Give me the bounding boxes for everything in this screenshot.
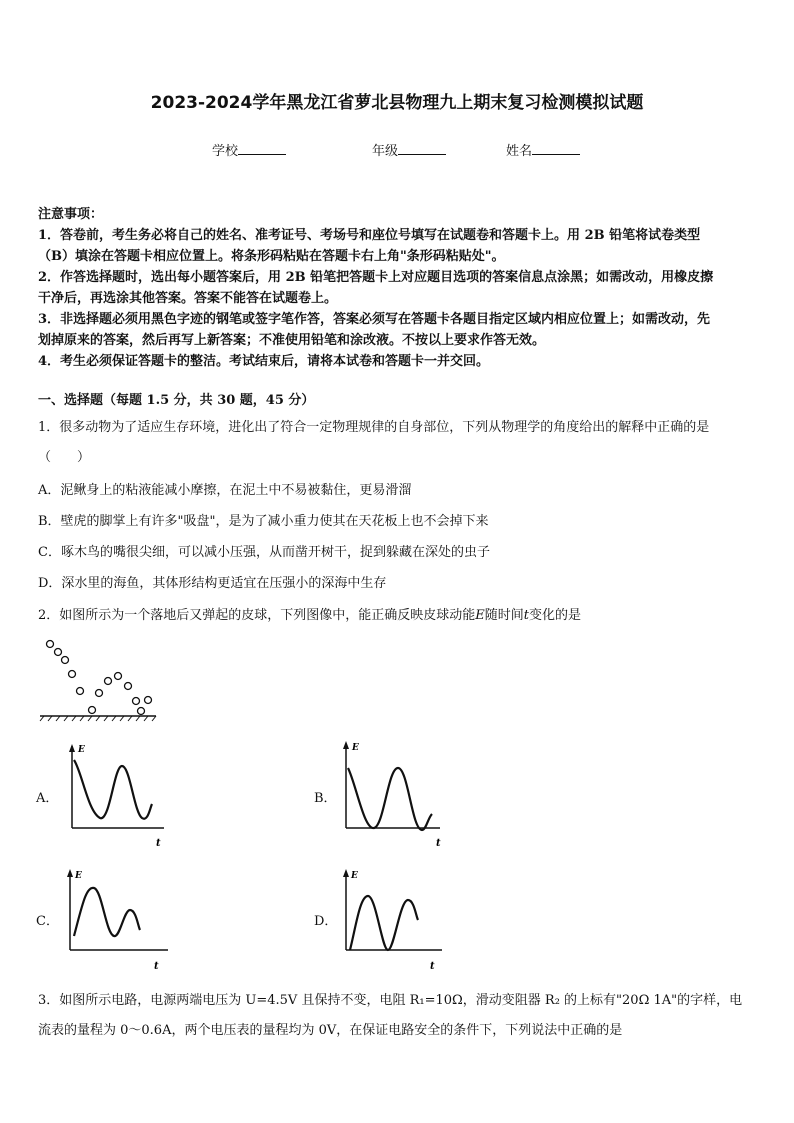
q3-stem-line2: 流表的量程为 0～0.6A，两个电压表的量程均为 0V，在保证电路安全的条件下，下列说法中正确的是 xyxy=(38,1023,623,1038)
energy-curve xyxy=(74,760,152,819)
school-field[interactable] xyxy=(212,140,286,159)
q1-stem-paren: （ ） xyxy=(38,450,91,465)
energy-curve xyxy=(350,896,418,950)
y-axis-label: E xyxy=(75,871,82,881)
q1-option-b[interactable]: B．壁虎的脚掌上有许多"吸盘"，是为了减小重力使其在天花板上也不会掉下来 xyxy=(38,514,489,529)
q2-option-d-label[interactable]: D． xyxy=(314,914,338,929)
q2-stem-a: 2．如图所示为一个落地后又弹起的皮球，下列图像中，能正确反映皮球动能 xyxy=(38,608,476,623)
q2-option-b-graph[interactable] xyxy=(338,738,448,850)
ball-position xyxy=(89,707,96,714)
page-title: 2023-2024学年黑龙江省萝北县物理九上期末复习检测模拟试题 xyxy=(150,93,644,113)
q2-var-e: E xyxy=(475,608,485,623)
notice-heading: 注意事项： xyxy=(38,207,104,222)
ball-position xyxy=(62,657,69,664)
ball-position xyxy=(138,708,145,715)
x-axis-label: t xyxy=(154,961,159,972)
q2-option-c-label[interactable]: C． xyxy=(36,914,59,929)
ball-position xyxy=(115,673,122,680)
notice-line: 2．作答选择题时，选出每小题答案后，用 2B 铅笔把答题卡上对应题目选项的答案信息点涂黑；如需改动，用橡皮擦 xyxy=(38,270,714,285)
y-axis-arrow xyxy=(343,869,349,877)
x-axis-label: t xyxy=(430,961,435,972)
q2-stem-c: 变化的是 xyxy=(529,608,582,623)
notice-line: （B）填涂在答题卡相应位置上。将条形码粘贴在答题卡右上角"条形码粘贴处"。 xyxy=(38,249,505,264)
grade-blank[interactable] xyxy=(398,142,446,155)
q2-option-b-label[interactable]: B． xyxy=(314,791,337,806)
q1-option-c[interactable]: C．啄木鸟的嘴很尖细，可以减小压强，从而凿开树干，捉到躲藏在深处的虫子 xyxy=(38,545,490,560)
q1-option-a[interactable]: A．泥鳅身上的粘液能减小摩擦，在泥土中不易被黏住，更易滑溜 xyxy=(38,483,412,498)
y-axis-label: E xyxy=(351,871,358,881)
notice-line: 划掉原来的答案，然后再写上新答案；不准使用铅笔和涂改液。不按以上要求作答无效。 xyxy=(38,333,546,348)
q2-option-c-graph[interactable] xyxy=(62,866,174,974)
ball-position xyxy=(47,641,54,648)
notice-line: 1．答卷前，考生务必将自己的姓名、准考证号、考场号和座位号填写在试题卷和答题卡上。用 2B 铅笔将试卷类型 xyxy=(38,228,701,243)
ball-position xyxy=(55,649,62,656)
q2-stem xyxy=(38,604,581,623)
ball-position xyxy=(96,690,103,697)
q2-option-a-graph[interactable] xyxy=(64,742,174,850)
name-blank[interactable] xyxy=(532,142,580,155)
y-axis-label: E xyxy=(352,743,359,753)
name-label: 姓名 xyxy=(506,144,533,159)
y-axis-arrow xyxy=(69,744,75,752)
ball-position xyxy=(69,671,76,678)
q2-option-d-graph[interactable] xyxy=(338,866,450,974)
x-axis-label: t xyxy=(436,838,441,849)
q2-stem-b: 随时间 xyxy=(484,608,524,623)
q1-option-d[interactable]: D．深水里的海鱼，其体形结构更适宜在压强小的深海中生存 xyxy=(38,576,387,591)
bouncing-ball-figure xyxy=(38,636,158,722)
ball-position xyxy=(77,688,84,695)
ball-position xyxy=(145,697,152,704)
q2-var-t: t xyxy=(523,608,530,623)
q2-option-a-label[interactable]: A． xyxy=(36,791,59,806)
y-axis-label: E xyxy=(78,745,85,755)
ball-position xyxy=(133,698,140,705)
y-axis-arrow xyxy=(343,741,349,749)
school-blank[interactable] xyxy=(238,142,286,155)
x-axis-label: t xyxy=(156,838,161,849)
notice-line: 4．考生必须保证答题卡的整洁。考试结束后，请将本试卷和答题卡一并交回。 xyxy=(38,354,490,369)
energy-curve xyxy=(348,768,432,830)
school-label: 学校 xyxy=(212,144,239,159)
name-field[interactable] xyxy=(506,140,580,159)
y-axis-arrow xyxy=(67,869,73,877)
grade-label: 年级 xyxy=(372,144,399,159)
energy-curve xyxy=(74,888,140,936)
grade-field[interactable] xyxy=(372,140,446,159)
ball-position xyxy=(105,678,112,685)
q1-stem: 1．很多动物为了适应生存环境，进化出了符合一定物理规律的自身部位，下列从物理学的角度给出的解释中正确的是 xyxy=(38,420,710,435)
notice-line: 3．非选择题必须用黑色字迹的钢笔或签字笔作答，答案必须写在答题卡各题目指定区域内相应位置上；如需改动，先 xyxy=(38,312,711,327)
notice-line: 干净后，再选涂其他答案。答案不能答在试题卷上。 xyxy=(38,291,338,306)
ball-position xyxy=(125,683,132,690)
q3-stem-line1: 3．如图所示电路，电源两端电压为 U=4.5V 且保持不变，电阻 R₁=10Ω，滑动变阻器 R₂ 的上标有"20Ω 1A"的字样，电 xyxy=(38,993,743,1008)
section-heading: 一、选择题（每题 1.5 分，共 30 题，45 分） xyxy=(38,393,315,408)
